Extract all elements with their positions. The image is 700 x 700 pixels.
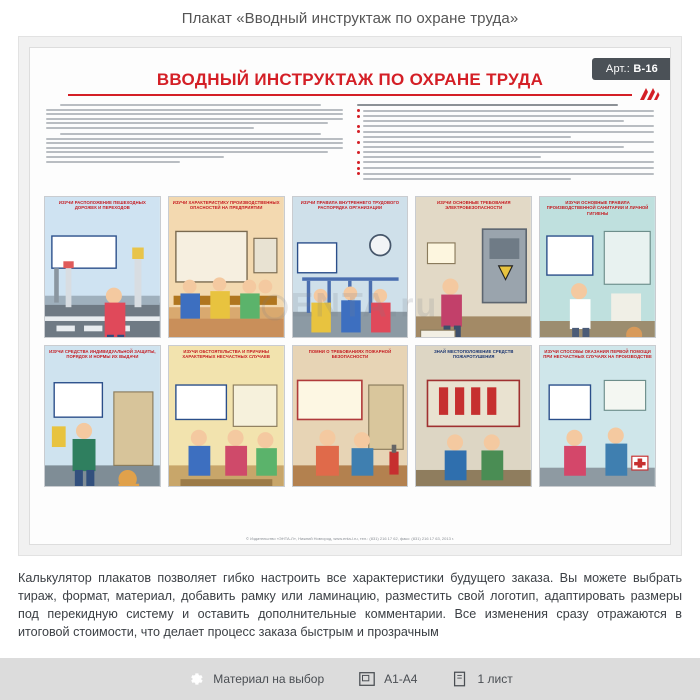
poster-panel-caption: ИЗУЧИ СРЕДСТВА ИНДИВИДУАЛЬНОЙ ЗАЩИТЫ, ПОРЯДОК И НОРМЫ ИХ ВЫДАЧИ — [49, 349, 156, 360]
poster-panel-caption: ИЗУЧИ ПРАВИЛА ВНУТРЕННЕГО ТРУДОВОГО РАСПОРЯДКА ОРГАНИЗАЦИИ — [300, 200, 400, 211]
poster-panel-caption: ИЗУЧИ ОСНОВНЫЕ ПРАВИЛА ПРОИЗВОДСТВЕННОЙ САНИТАРИИ И ЛИЧНОЙ ГИГИЕНЫ — [546, 200, 649, 216]
footer-material-label: Материал на выбор — [213, 672, 325, 686]
poster-panel — [415, 196, 532, 338]
gear-icon — [187, 670, 205, 688]
poster-panel — [44, 196, 161, 338]
poster-panel-grid — [30, 190, 670, 487]
intro-paragraph-1-lines — [46, 104, 343, 129]
poster-preview-frame[interactable] — [18, 36, 682, 556]
poster-panel — [539, 196, 656, 338]
poster-panel-caption: ИЗУЧИ СПОСОБЫ ОКАЗАНИЯ ПЕРВОЙ ПОМОЩИ ПРИ НЕСЧАСТНЫХ СЛУЧАЯХ НА ПРОИЗВОДСТВЕ — [543, 349, 652, 360]
scene-ppe-icon — [45, 346, 160, 487]
poster-panel-caption: ЗНАЙ МЕСТОПОЛОЖЕНИЕ СРЕДСТВ ПОЖАРОТУШЕНИЯ — [434, 349, 514, 360]
scene-electrical-safety-icon — [416, 197, 531, 338]
poster-text-left — [46, 104, 343, 190]
title-divider — [68, 94, 631, 96]
sheet-icon — [451, 670, 469, 688]
scene-hazards-lecture-icon — [169, 197, 284, 338]
article-label: Арт.: — [605, 63, 631, 75]
poster-image[interactable] — [29, 47, 671, 545]
footer-material-item[interactable] — [187, 670, 324, 688]
intro-paragraph-2-lines — [46, 133, 343, 163]
poster-panel-caption: ИЗУЧИ ХАРАКТЕРИСТИКУ ПРОИЗВОДСТВЕННЫХ ОПАСНОСТЕЙ НА ПРЕДПРИЯТИИ — [172, 200, 280, 211]
poster-text-block — [30, 104, 670, 190]
poster-heading: ВВОДНЫЙ ИНСТРУКТАЖ ПО ОХРАНЕ ТРУДА — [156, 70, 544, 89]
poster-text-right — [357, 104, 654, 190]
poster-panel — [415, 345, 532, 487]
footer-format-item[interactable] — [358, 670, 417, 688]
scene-pedestrian-paths-icon — [45, 197, 160, 338]
scene-work-rules-icon — [293, 197, 408, 338]
page-title: Плакат «Вводный инструктаж по охране труда» — [181, 9, 519, 27]
page-header — [0, 0, 700, 36]
scene-fire-safety-icon — [293, 346, 408, 487]
footer-sheets-label: 1 лист — [477, 672, 513, 686]
poster-panel-caption: ИЗУЧИ РАСПОЛОЖЕНИЕ ПЕШЕХОДНЫХ ДОРОЖЕК И ПЕРЕХОДОВ — [58, 200, 146, 211]
poster-panel — [539, 345, 656, 487]
scene-accident-causes-icon — [169, 346, 284, 487]
footer-format-label: A1-A4 — [384, 672, 418, 686]
poster-panel — [292, 345, 409, 487]
poster-credit-line: © Издательство «ЭНТА-Л», Нижний Новгород, www.enta-l.ru, тел.: (831) 216 17 62, факс: (831) 216 17 63, 2013 г. — [246, 536, 454, 541]
poster-panel-caption: ИЗУЧИ ОБСТОЯТЕЛЬСТВА И ПРИЧИНЫ ХАРАКТЕРНЫХ НЕСЧАСТНЫХ СЛУЧАЕВ — [182, 349, 270, 360]
scene-fire-equipment-location-icon — [416, 346, 531, 487]
article-badge — [592, 58, 670, 80]
scene-first-aid-icon — [540, 346, 655, 487]
poster-panel — [168, 196, 285, 338]
publisher-logo-icon — [638, 86, 660, 104]
article-value: В-16 — [633, 63, 658, 75]
product-description: Калькулятор плакатов позволяет гибко настроить все характеристики будущего заказа. Вы можете выбрать тираж, формат, материал, добавить рамку или ламинацию, разместить свой логотип, адаптировать размеры под перекидную систему и оставить дополнительные комментарии. Все изменения сразу отражаются в итоговой стоимости, что делает процесс заказа быстрым и прозрачным — [18, 571, 682, 639]
poster-panel-caption: ИЗУЧИ ОСНОВНЫЕ ТРЕБОВАНИЯ ЭЛЕКТРОБЕЗОПАСНОСТИ — [436, 200, 511, 211]
footer-bar — [0, 658, 700, 700]
poster-panel — [168, 345, 285, 487]
poster-panel — [44, 345, 161, 487]
scene-hygiene-icon — [540, 197, 655, 338]
questions-heading-lines — [357, 104, 654, 106]
format-frame-icon — [358, 670, 376, 688]
footer-sheets-item[interactable] — [451, 670, 512, 688]
questions-list-lines — [357, 109, 654, 180]
poster-panel-caption: ПОМНИ О ТРЕБОВАНИЯХ ПОЖАРНОЙ БЕЗОПАСНОСТИ — [308, 349, 392, 360]
poster-panel — [292, 196, 409, 338]
